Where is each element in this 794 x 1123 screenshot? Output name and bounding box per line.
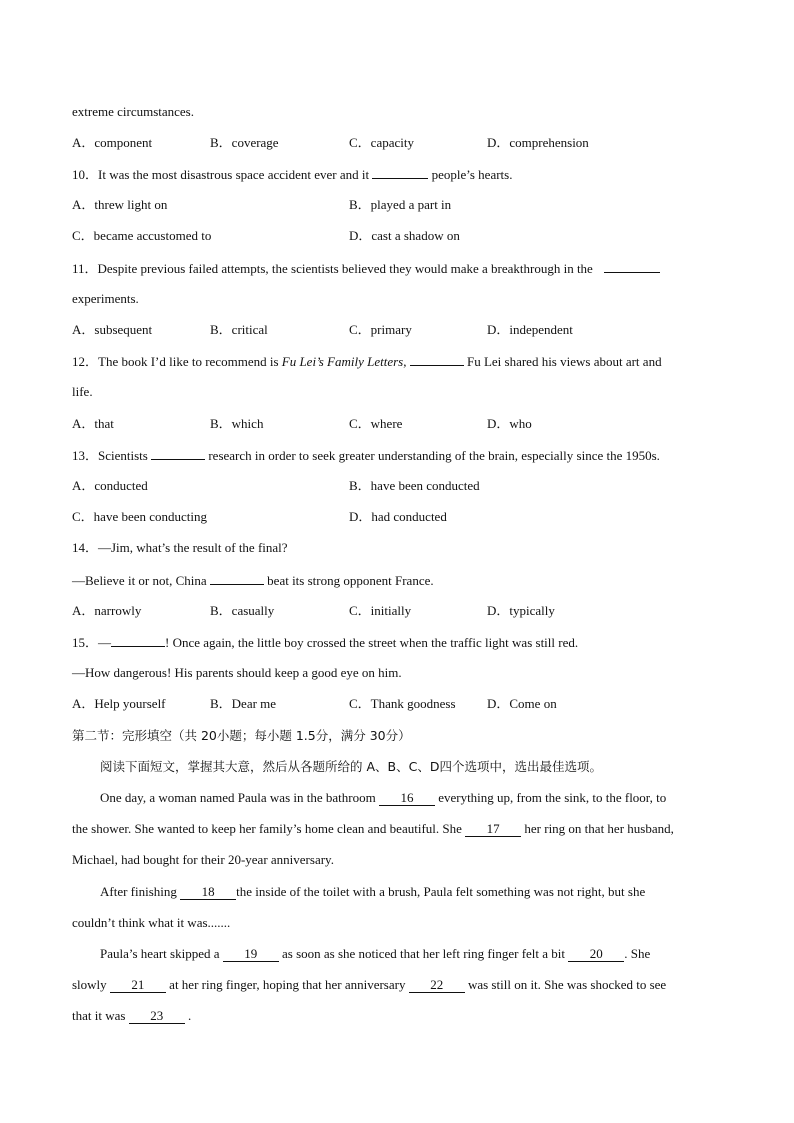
section-heading: 第二节：完形填空（共 20小题；每小题 1.5分，满分 30分）	[72, 728, 411, 743]
passage-line-5: couldn’t think what it was.......	[72, 915, 231, 930]
passage-text: slowly	[72, 977, 107, 992]
section-instruction: 阅读下面短文，掌握其大意，然后从各题所给的 A、B、C、D四个选项中，选出最佳选项。	[100, 759, 602, 774]
q15-stem-a: 15．—	[72, 635, 112, 650]
passage-text: Paula’s heart skipped a	[100, 946, 220, 961]
q10-stem-b: people’s hearts.	[431, 167, 513, 182]
q14-option-a[interactable]: A．narrowly	[72, 603, 142, 618]
q12-blank	[410, 353, 464, 366]
q11-option-c[interactable]: C．primary	[349, 322, 412, 337]
q10-blank	[372, 166, 428, 179]
q12-stem-a: 12．The book I’d like to recommend is	[72, 354, 279, 369]
q11-stem-b: experiments.	[72, 291, 139, 306]
q10-option-d[interactable]: D．cast a shadow on	[349, 228, 460, 243]
cloze-blank-23[interactable]: 23	[129, 1009, 185, 1024]
q9-option-a[interactable]: A．component	[72, 135, 153, 150]
passage-text: at her ring finger, hoping that her anniversary	[169, 977, 406, 992]
q14-option-d[interactable]: D．typically	[487, 603, 555, 618]
q15-stem	[72, 634, 578, 651]
q12-book-title: Fu Lei’s Family Letters	[281, 354, 404, 369]
q10-option-a[interactable]: A．threw light on	[72, 197, 168, 212]
passage-text: the shower. She wanted to keep her family’s home clean and beautiful. She	[72, 821, 462, 836]
passage-text: One day, a woman named Paula was in the bathroom	[100, 790, 376, 805]
q13-option-b[interactable]: B．have been conducted	[349, 478, 480, 493]
passage-text: the inside of the toilet with a brush, Paula felt something was not right, but she	[236, 884, 646, 899]
q11-option-d[interactable]: D．independent	[487, 322, 573, 337]
q12-stem	[72, 353, 662, 370]
cloze-blank-22[interactable]: 22	[409, 978, 465, 993]
passage-line-4	[100, 884, 645, 900]
q9-option-c[interactable]: C．capacity	[349, 135, 414, 150]
q12-stem-c: Fu Lei shared his views about art and	[466, 354, 662, 369]
q14-stem: 14．—Jim, what’s the result of the final?	[72, 540, 288, 555]
cloze-blank-16[interactable]: 16	[379, 791, 435, 806]
q9-option-d[interactable]: D．comprehension	[487, 135, 589, 150]
q13-option-d[interactable]: D．had conducted	[349, 509, 447, 524]
cloze-blank-19[interactable]: 19	[223, 947, 279, 962]
q9-stem-tail: extreme circumstances.	[72, 104, 194, 119]
cloze-blank-21[interactable]: 21	[110, 978, 166, 993]
passage-line-3: Michael, had bought for their 20-year anniversary.	[72, 852, 334, 867]
q13-blank	[151, 447, 205, 460]
q15-option-c[interactable]: C．Thank goodness	[349, 696, 456, 711]
cloze-blank-17[interactable]: 17	[465, 822, 521, 837]
q12-option-b[interactable]: B．which	[210, 416, 264, 431]
passage-text: After finishing	[100, 884, 177, 899]
q14-option-b[interactable]: B．casually	[210, 603, 275, 618]
q10-option-c[interactable]: C．became accustomed to	[72, 228, 212, 243]
q13-option-c[interactable]: C．have been conducting	[72, 509, 208, 524]
q14-option-c[interactable]: C．initially	[349, 603, 412, 618]
passage-line-7	[72, 977, 666, 993]
q10-option-b[interactable]: B．played a part in	[349, 197, 452, 212]
q12-option-c[interactable]: C．where	[349, 416, 403, 431]
passage-line-1	[100, 790, 666, 806]
q15-blank	[111, 634, 165, 647]
q15-option-a[interactable]: A．Help yourself	[72, 696, 166, 711]
q10-stem	[72, 166, 512, 183]
passage-text: . She	[624, 946, 651, 961]
q11-stem-a: 11．Despite previous failed attempts, the scientists believed they would make a breakthrough in the	[72, 261, 593, 276]
q14-reply-b: beat its strong opponent France.	[267, 573, 434, 588]
cloze-blank-18[interactable]: 18	[180, 885, 236, 900]
q11-option-a[interactable]: A．subsequent	[72, 322, 153, 337]
q15-option-d[interactable]: D．Come on	[487, 696, 557, 711]
q11-option-b[interactable]: B．critical	[210, 322, 268, 337]
q10-stem-a: 10．It was the most disastrous space accident ever and it	[72, 167, 370, 182]
passage-text: everything up, from the sink, to the floor, to	[438, 790, 667, 805]
passage-text: .	[187, 1008, 192, 1023]
q11-stem	[72, 260, 660, 277]
passage-line-8	[72, 1008, 191, 1024]
passage-text: as soon as she noticed that her left ring finger felt a bit	[282, 946, 566, 961]
q12-stem-d: life.	[72, 384, 93, 399]
q14-reply	[72, 572, 434, 589]
q12-option-d[interactable]: D．who	[487, 416, 532, 431]
passage-line-2	[72, 821, 674, 837]
q14-blank	[210, 572, 264, 585]
q13-stem-a: 13．Scientists	[72, 448, 148, 463]
q15-reply: —How dangerous! His parents should keep a good eye on him.	[72, 665, 402, 680]
cloze-blank-20[interactable]: 20	[568, 947, 624, 962]
passage-line-6	[100, 946, 650, 962]
passage-text: that it was	[72, 1008, 126, 1023]
q12-option-a[interactable]: A．that	[72, 416, 114, 431]
q9-option-b[interactable]: B．coverage	[210, 135, 279, 150]
passage-text: her ring on that her husband,	[524, 821, 674, 836]
q14-reply-a: —Believe it or not, China	[72, 573, 207, 588]
q13-stem	[72, 447, 660, 464]
q11-blank	[604, 260, 660, 273]
q12-stem-comma: ,	[403, 354, 407, 369]
q13-stem-b: research in order to seek greater understanding of the brain, especially since the 1950s.	[208, 448, 660, 463]
passage-text: was still on it. She was shocked to see	[467, 977, 667, 992]
q13-option-a[interactable]: A．conducted	[72, 478, 148, 493]
q15-stem-b: ! Once again, the little boy crossed the street when the traffic light was still red.	[165, 635, 579, 650]
q15-option-b[interactable]: B．Dear me	[210, 696, 277, 711]
